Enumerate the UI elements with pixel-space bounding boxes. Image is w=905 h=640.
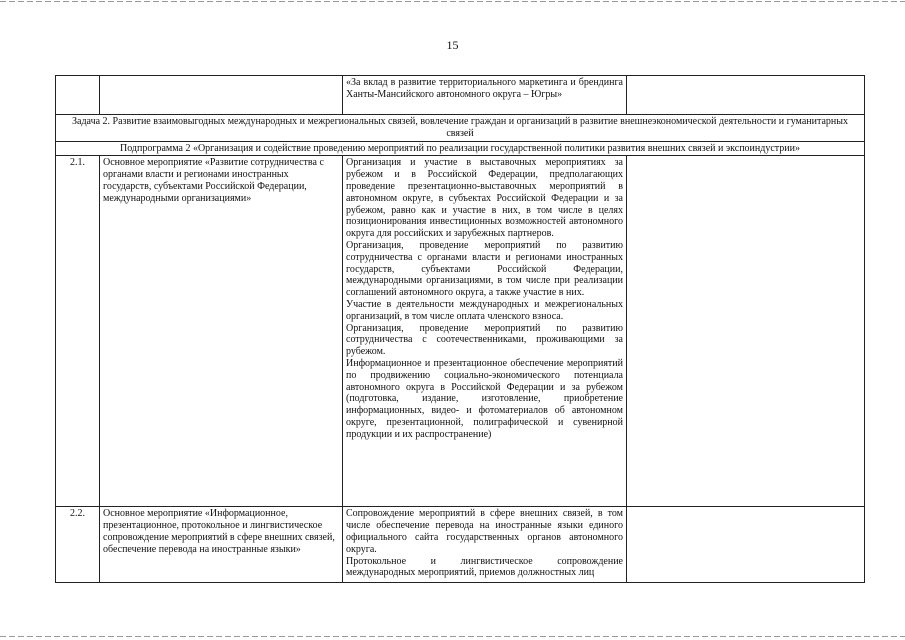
description-paragraph: Организация и участие в выставочных мероприятиях за рубежом и в Российской Федерации, предполагающих проведение презентационно-выставочных мероприятий в автономном округе, в субъектах Российской Федерации и за рубежом, равно как и участие в них, в том числе в целях позиционирования инвестиционных возможностей автономного округа для российских и зарубежных партнеров. — [346, 157, 623, 240]
description-paragraph: Информационное и презентационное обеспечение мероприятий по продвижению социально-экономического потенциала автономного округа в Российской Федерации и за рубежом (подготовка, издание, изготовление, приобретение информационных, видео- и фотоматериалов об автономном округе, презентационной, полиграфической и сувенирной продукции и их распространение) — [346, 357, 623, 440]
main-event: Основное мероприятие «Информационное, презентационное, протокольное и лингвистическое сопровождение мероприятий в сфере внешних связей, обеспечение перевода на иностранные языки» — [100, 507, 343, 583]
scan-edge-top — [0, 1, 905, 2]
cell-extra-empty — [627, 156, 865, 507]
event-description — [343, 156, 627, 507]
main-event: Основное мероприятие «Развитие сотрудничества с органами власти и регионами иностранных государств, субъектами Российской Федерации, международными организациями» — [100, 156, 343, 507]
cell-event-empty — [100, 76, 343, 115]
event-description — [343, 507, 627, 583]
description-paragraph: Участие в деятельности международных и межрегиональных организаций, в том числе оплата членского взноса. — [346, 298, 623, 322]
description-paragraph: Организация, проведение мероприятий по развитию сотрудничества с органами власти и регионами иностранных государств, субъектами Российской Федерации, международными организациями, в том числе при реализации соглашений автономного округа, а также участие в них. — [346, 239, 623, 299]
description-paragraph: Сопровождение мероприятий в сфере внешних связей, в том числе обеспечение перевода на иностранные языки единого официального сайта государственных органов автономного округа. — [346, 508, 623, 555]
task-row — [56, 115, 865, 142]
cell-num-empty — [56, 76, 100, 115]
cell-continuation-text — [343, 76, 627, 115]
description-paragraph: Протокольное и лингвистическое сопровождение международных мероприятий, приемов должностных лиц — [346, 555, 623, 579]
subprogram-heading: Подпрограмма 2 «Организация и содействие проведению мероприятий по реализации государственной политики развития внешних связей и экспоиндустрии» — [56, 141, 865, 156]
row-number: 2.1. — [56, 156, 100, 507]
subprogram-row — [56, 141, 865, 156]
row-number: 2.2. — [56, 507, 100, 583]
continuation-paragraph: «За вклад в развитие территориального маркетинга и брендинга Ханты-Мансийского автономного округа – Югры» — [346, 77, 623, 100]
task-heading: Задача 2. Развитие взаимовыгодных международных и межрегиональных связей, вовлечение граждан и организаций в развитие внешнеэкономической деятельности и гуманитарных связей — [56, 115, 865, 142]
measures-table — [55, 75, 865, 583]
continuation-row — [56, 76, 865, 115]
description-paragraph: Организация, проведение мероприятий по развитию сотрудничества с соотечественниками, проживающими за рубежом. — [346, 322, 623, 358]
cell-extra-empty — [627, 76, 865, 115]
scan-edge-bottom — [0, 636, 905, 637]
table-row — [56, 507, 865, 583]
page-number: 15 — [446, 38, 459, 52]
cell-extra-empty — [627, 507, 865, 583]
table-row — [56, 156, 865, 507]
